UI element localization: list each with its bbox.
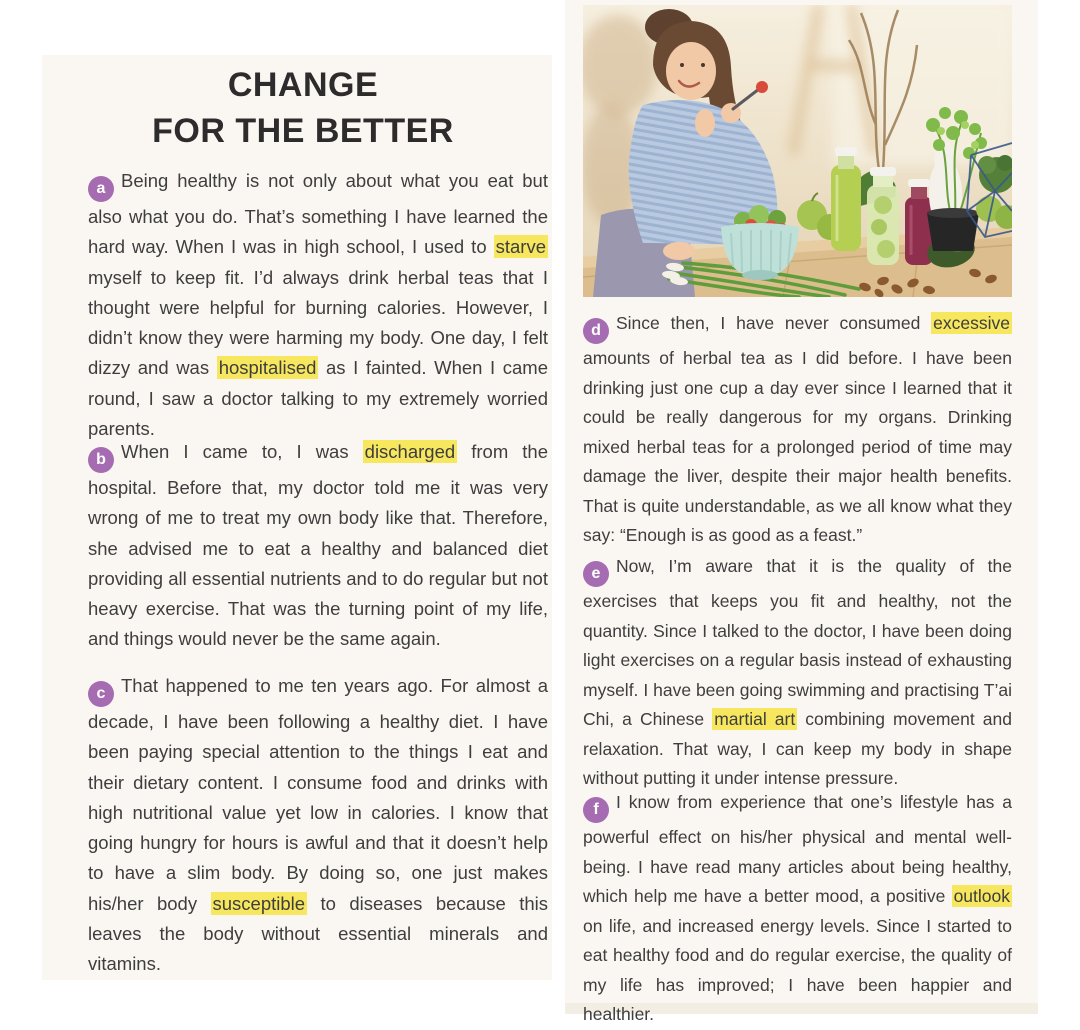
text-segment: I know from experience that one’s lifestyle has a powerful effect on his/her physical and mental well-being. I have read many articles about being healthy, which help me have a better mood, a positive [583, 792, 1012, 906]
page-title [88, 62, 518, 154]
text-segment: myself to keep fit. I’d always drink herbal teas that I thought were helpful for burning calories. However, I didn’t know they were harming my body. One day, I felt dizzy and was [88, 266, 548, 379]
text-segment: Since then, I have never consumed [616, 313, 932, 333]
text-segment: Now, I’m aware that it is the quality of the exercises that keeps you fit and healthy, not the quantity. Since I talked to the doctor, I have been doing light exercises on a regular basis instead of exhausting myself. I have been going swimming and practising T’ai Chi, a Chinese [583, 556, 1012, 729]
text-segment: as I fainted. When I came round, I saw a doctor talking to my extremely worried parents. [88, 357, 548, 440]
paragraph-badge-e: e [583, 561, 609, 587]
paragraph-f [583, 788, 1012, 1030]
woman-face [666, 42, 716, 100]
paragraph-e [583, 552, 1012, 794]
tomato-on-fork [756, 81, 768, 93]
highlighted-term: starve [495, 236, 546, 258]
highlighted-term: susceptible [212, 892, 306, 914]
paragraph-badge-b: b [88, 447, 114, 473]
page-title-line2: FOR THE BETTER [152, 112, 454, 150]
text-segment: from the hospital. Before that, my doctor told me it was very wrong of me to treat my own body like that. Therefore, she advised me to eat a healthy and balanced diet providing all essential nutrients and to do regular but not heavy exercise. That was the turning point of my life, and things would never be the same again. [88, 441, 549, 650]
paragraph-badge-d: d [583, 318, 609, 344]
paragraph-badge-f: f [583, 797, 609, 823]
text-segment: That happened to me ten years ago. For almost a decade, I have been following a healthy diet. I have been paying special attention to the things I eat and their dietary content. I consume food and drinks with high nutritional value yet low in calories. I know that going hungry for hours is awful and that it doesn’t help to have a slim body. By doing so, one just makes his/her body [88, 675, 548, 914]
text-segment: Being healthy is not only about what you eat but also what you do. That’s something I have learned the hard way. When I was in high school, I used to [88, 170, 548, 258]
text-segment: When I came to, I was [121, 441, 363, 462]
paragraph-badge-a: a [88, 176, 114, 202]
highlighted-term: excessive [933, 313, 1010, 333]
paragraph-d [583, 309, 1012, 551]
paragraph-c [88, 671, 548, 980]
highlighted-term: hospitalised [218, 357, 317, 379]
paragraph-badge-c: c [88, 681, 114, 707]
highlighted-term: outlook [953, 886, 1010, 906]
text-segment: amounts of herbal tea as I did before. I have been drinking just one cup a day ever since I learned that it could be really dangerous for my organs. Drinking mixed herbal teas for a prolonged period of time may damage the liver, despite their major health benefits. That is quite understandable, as we all know what they say: “Enough is as good as a feast.” [583, 348, 1012, 545]
healthy-eating-photo [583, 5, 1012, 297]
paragraph-b [88, 437, 548, 655]
text-segment: combining movement and relaxation. That way, I can keep my body in shape without putting it under intense pressure. [583, 709, 1012, 788]
paragraph-a [88, 166, 548, 444]
text-segment: on life, and increased energy levels. Since I started to eat healthy food and do regular exercise, the quality of my life has improved; I have been happier and healthier. [583, 915, 1012, 1024]
page-title-line1: CHANGE [227, 66, 379, 104]
text-segment: to diseases because this leaves the body without essential minerals and vitamins. [88, 892, 548, 975]
highlighted-term: martial art [714, 709, 796, 729]
highlighted-term: discharged [364, 441, 456, 462]
hand-on-table [663, 242, 695, 260]
